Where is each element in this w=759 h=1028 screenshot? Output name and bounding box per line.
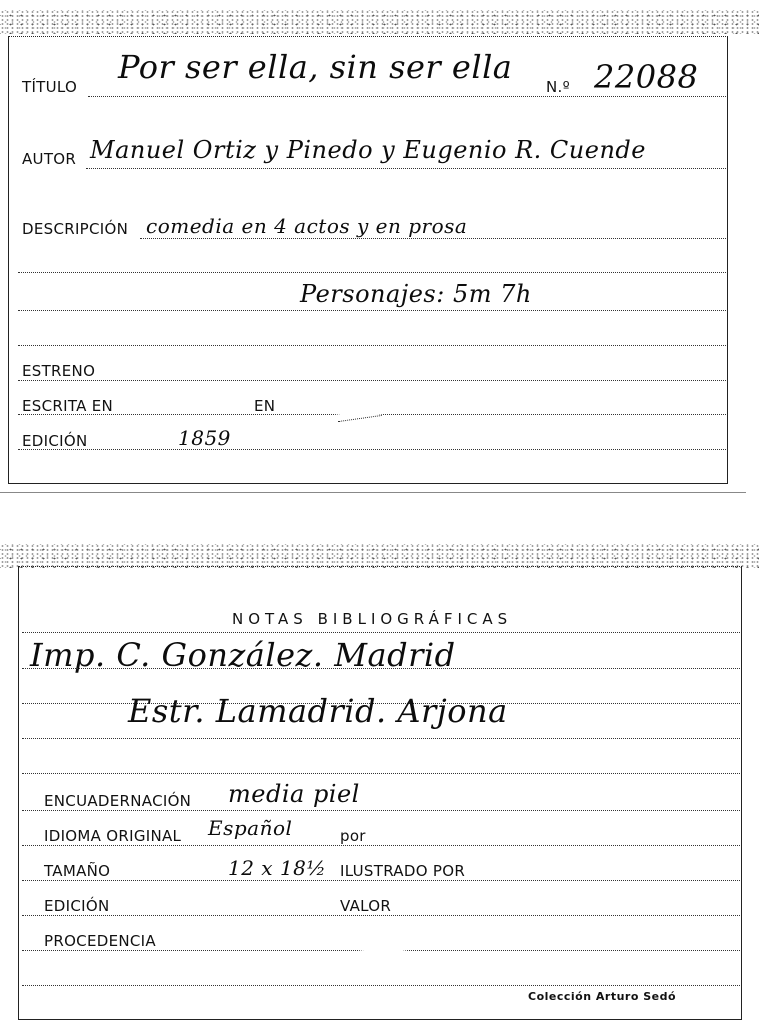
titulo-rule [88, 96, 726, 97]
note-line-1: Imp. C. González. Madrid [30, 636, 456, 674]
edicion-b-rule [22, 915, 740, 916]
descripcion-rule-3 [18, 310, 726, 311]
autor-label: AUTOR [22, 150, 77, 168]
catalog-card-top [0, 0, 759, 494]
idioma-rule [22, 845, 740, 846]
notas-heading: NOTAS BIBLIOGRÁFICAS [232, 610, 513, 628]
erased-mark [332, 400, 386, 448]
card-separator [0, 492, 746, 493]
estreno-rule [18, 380, 726, 381]
descripcion-label: DESCRIPCIÓN [22, 220, 129, 238]
notas-rule-1 [22, 632, 740, 633]
numero-label: N.º [546, 78, 570, 96]
personajes-value: Personajes: 5m 7h [300, 280, 532, 308]
descripcion-value: comedia en 4 actos y en prosa [146, 214, 468, 238]
notas-rule-5 [22, 773, 740, 774]
por-label: por [340, 827, 366, 845]
ilustrado-label: ILUSTRADO POR [340, 862, 466, 880]
notas-rule-4 [22, 738, 740, 739]
estreno-label: ESTRENO [22, 362, 96, 380]
catalog-card-bottom [0, 540, 759, 1028]
bottom-rule [22, 985, 740, 986]
note-line-2: Estr. Lamadrid. Arjona [128, 692, 508, 730]
descripcion-rule-4 [18, 345, 726, 346]
edicion-b-label: EDICIÓN [44, 897, 110, 915]
encuadernacion-rule [22, 810, 740, 811]
en-label: EN [254, 397, 276, 415]
descripcion-rule-1 [140, 238, 726, 239]
erased-mark [356, 918, 410, 966]
tamano-label: TAMAÑO [44, 862, 111, 880]
idioma-value: Español [208, 816, 293, 840]
edicion-value: 1859 [178, 426, 231, 450]
autor-value: Manuel Ortiz y Pinedo y Eugenio R. Cuende [90, 136, 646, 164]
escrita-en-label: ESCRITA EN [22, 397, 114, 415]
edicion-rule [18, 449, 726, 450]
card-edge-texture [0, 544, 759, 568]
notas-rule-2 [22, 668, 740, 669]
tamano-value: 12 x 18½ [228, 856, 327, 880]
valor-label: VALOR [340, 897, 392, 915]
numero-value: 22088 [594, 58, 699, 96]
titulo-label: TÍTULO [22, 78, 78, 96]
idioma-label: IDIOMA ORIGINAL [44, 827, 182, 845]
collection-stamp: Colección Arturo Sedó [528, 990, 677, 1003]
autor-rule [86, 168, 726, 169]
card-edge-texture [0, 10, 759, 34]
descripcion-rule-2 [18, 272, 726, 273]
edicion-label: EDICIÓN [22, 432, 88, 450]
encuadernacion-value: media piel [228, 780, 360, 808]
titulo-value: Por ser ella, sin ser ella [118, 48, 513, 86]
procedencia-label: PROCEDENCIA [44, 932, 156, 950]
encuadernacion-label: ENCUADERNACIÓN [44, 792, 192, 810]
tamano-rule [22, 880, 740, 881]
